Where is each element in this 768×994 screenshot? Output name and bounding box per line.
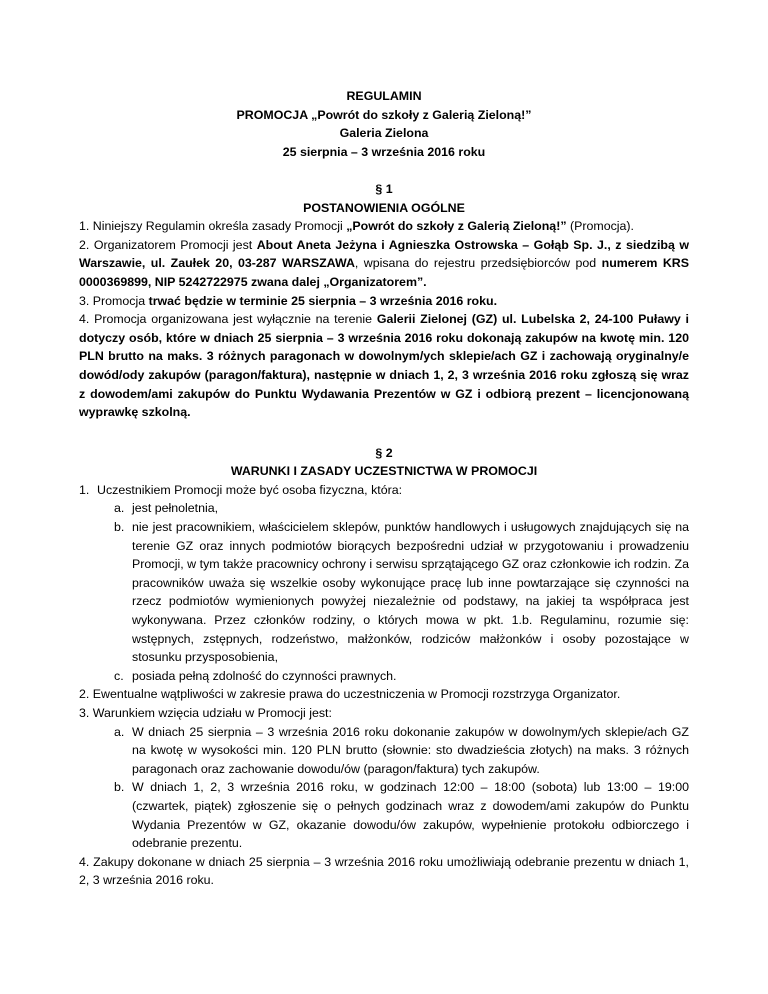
s2-item-2: 2. Ewentualne wątpliwości w zakresie prawa do uczestniczenia w Promocji rozstrzyga Organizator. [79, 687, 621, 702]
s2-item-3b: b. W dniach 1, 2, 3 września 2016 roku, w godzinach 12:00 – 18:00 (sobota) lub 13:00 – 19:00 (czwartek, piątek) zgłoszenie się o pełnych godzinach wraz z dowodem/ami zakupów do Punktu Wydania Prezentów w GZ, okazanie dowodu/ów zakupów, wypełnienie protokołu odbiorczego i odebranie prezentu. [114, 780, 689, 851]
promo-dates: 25 sierpnia – 3 września 2016 roku [282, 144, 486, 159]
section-2-title: WARUNKI I ZASADY UCZESTNICTWA W PROMOCJI [230, 464, 538, 479]
s2-sublist-3 [79, 723, 689, 853]
section-1-number: § 1 [375, 181, 393, 196]
s2-item-1b: b. nie jest pracownikiem, właścicielem sklepów, punktów handlowych i usługowych znajdujących się na terenie GZ oraz innych podmiotów biorących bezpośredni udział w przygotowaniu i prowadzeniu Promocji, w tym także pracownicy ochrony i serwisu sprzątającego GZ oraz członkowie ich rodzin. Za pracowników uważa się wszelkie osoby wykonujące pracę lub inne powtarzające się czynności na rzecz podmiotów wymienionych powyżej niezależnie od podstawy, na jakiej ta współpraca jest wykonywana. Przez członków rodziny, o których mowa w pkt. 1.b. Regulaminu, rozumie się: wstępnych, zstępnych, rodzeństwo, małżonków, rodziców małżonków i osoby pozostające w stosunku przysposobienia, [114, 520, 689, 665]
section-2-number: § 2 [375, 445, 393, 460]
s1-paragraph-3: 3. Promocja trwać będzie w terminie 25 sierpnia – 3 września 2016 roku. [79, 293, 498, 308]
s2-item-3: 3. Warunkiem wzięcia udziału w Promocji jest: [79, 706, 332, 720]
section-1-title: POSTANOWIENIA OGÓLNE [303, 200, 465, 215]
s2-item-1c: c. posiada pełną zdolność do czynności prawnych. [114, 668, 397, 683]
s2-item-4: 4. Zakupy dokonane w dniach 25 sierpnia – 3 września 2016 roku umożliwiają odebranie prezentu w dniach 1, 2, 3 września 2016 roku. [79, 854, 689, 888]
document-page [79, 87, 689, 890]
s2-list [79, 481, 689, 500]
promo-name: PROMOCJA „Powrót do szkoły z Galerią Zieloną!” [236, 107, 532, 122]
s1-paragraph-2: 2. Organizatorem Promocji jest About Aneta Jeżyna i Agnieszka Ostrowska – Gołąb Sp. J., z siedzibą w Warszawie, ul. Zaułek 20, 03-287 WARSZAWA, wpisana do rejestru przedsiębiorców pod numerem KRS 0000369899, NIP 5242722975 zwana dalej „Organizatorem”. [79, 237, 689, 289]
doc-title: REGULAMIN [346, 89, 422, 103]
s2-item-3a: a. W dniach 25 sierpnia – 3 września 2016 roku dokonanie zakupów w dowolnym/ych sklepie/ach GZ na kwotę w wysokości min. 120 PLN brutto (słownie: sto dwadzieścia złotych) na maks. 3 różnych paragonach oraz zachowanie dowodu/ów (paragon/faktura) tych zakupów. [114, 724, 689, 776]
venue-name: Galeria Zielona [339, 126, 429, 141]
s1-paragraph-1: 1. Niniejszy Regulamin określa zasady Promocji „Powrót do szkoły z Galerią Zieloną!” (Promocja). [79, 219, 635, 234]
s2-sublist-1 [79, 499, 689, 685]
s2-item-1: 1. Uczestnikiem Promocji może być osoba fizyczna, która: [79, 482, 403, 497]
s1-paragraph-4: 4. Promocja organizowana jest wyłącznie na terenie Galerii Zielonej (GZ) ul. Lubelska 2, 24-100 Puławy i dotyczy osób, które w dniach 25 sierpnia – 3 września 2016 roku dokonają zakupów na kwotę min. 120 PLN brutto na maks. 3 różnych paragonach w dowolnym/ych sklepie/ach GZ i zachowają oryginalny/e dowód/ody zakupów (paragon/faktura), następnie w dniach 1, 2, 3 września 2016 roku zgłoszą się wraz z dowodem/ami zakupów do Punktu Wydawania Prezentów w GZ i odbiorą prezent – licencjonowaną wyprawkę szkolną. [79, 312, 689, 420]
s2-item-1a: a. jest pełnoletnia, [114, 501, 219, 516]
